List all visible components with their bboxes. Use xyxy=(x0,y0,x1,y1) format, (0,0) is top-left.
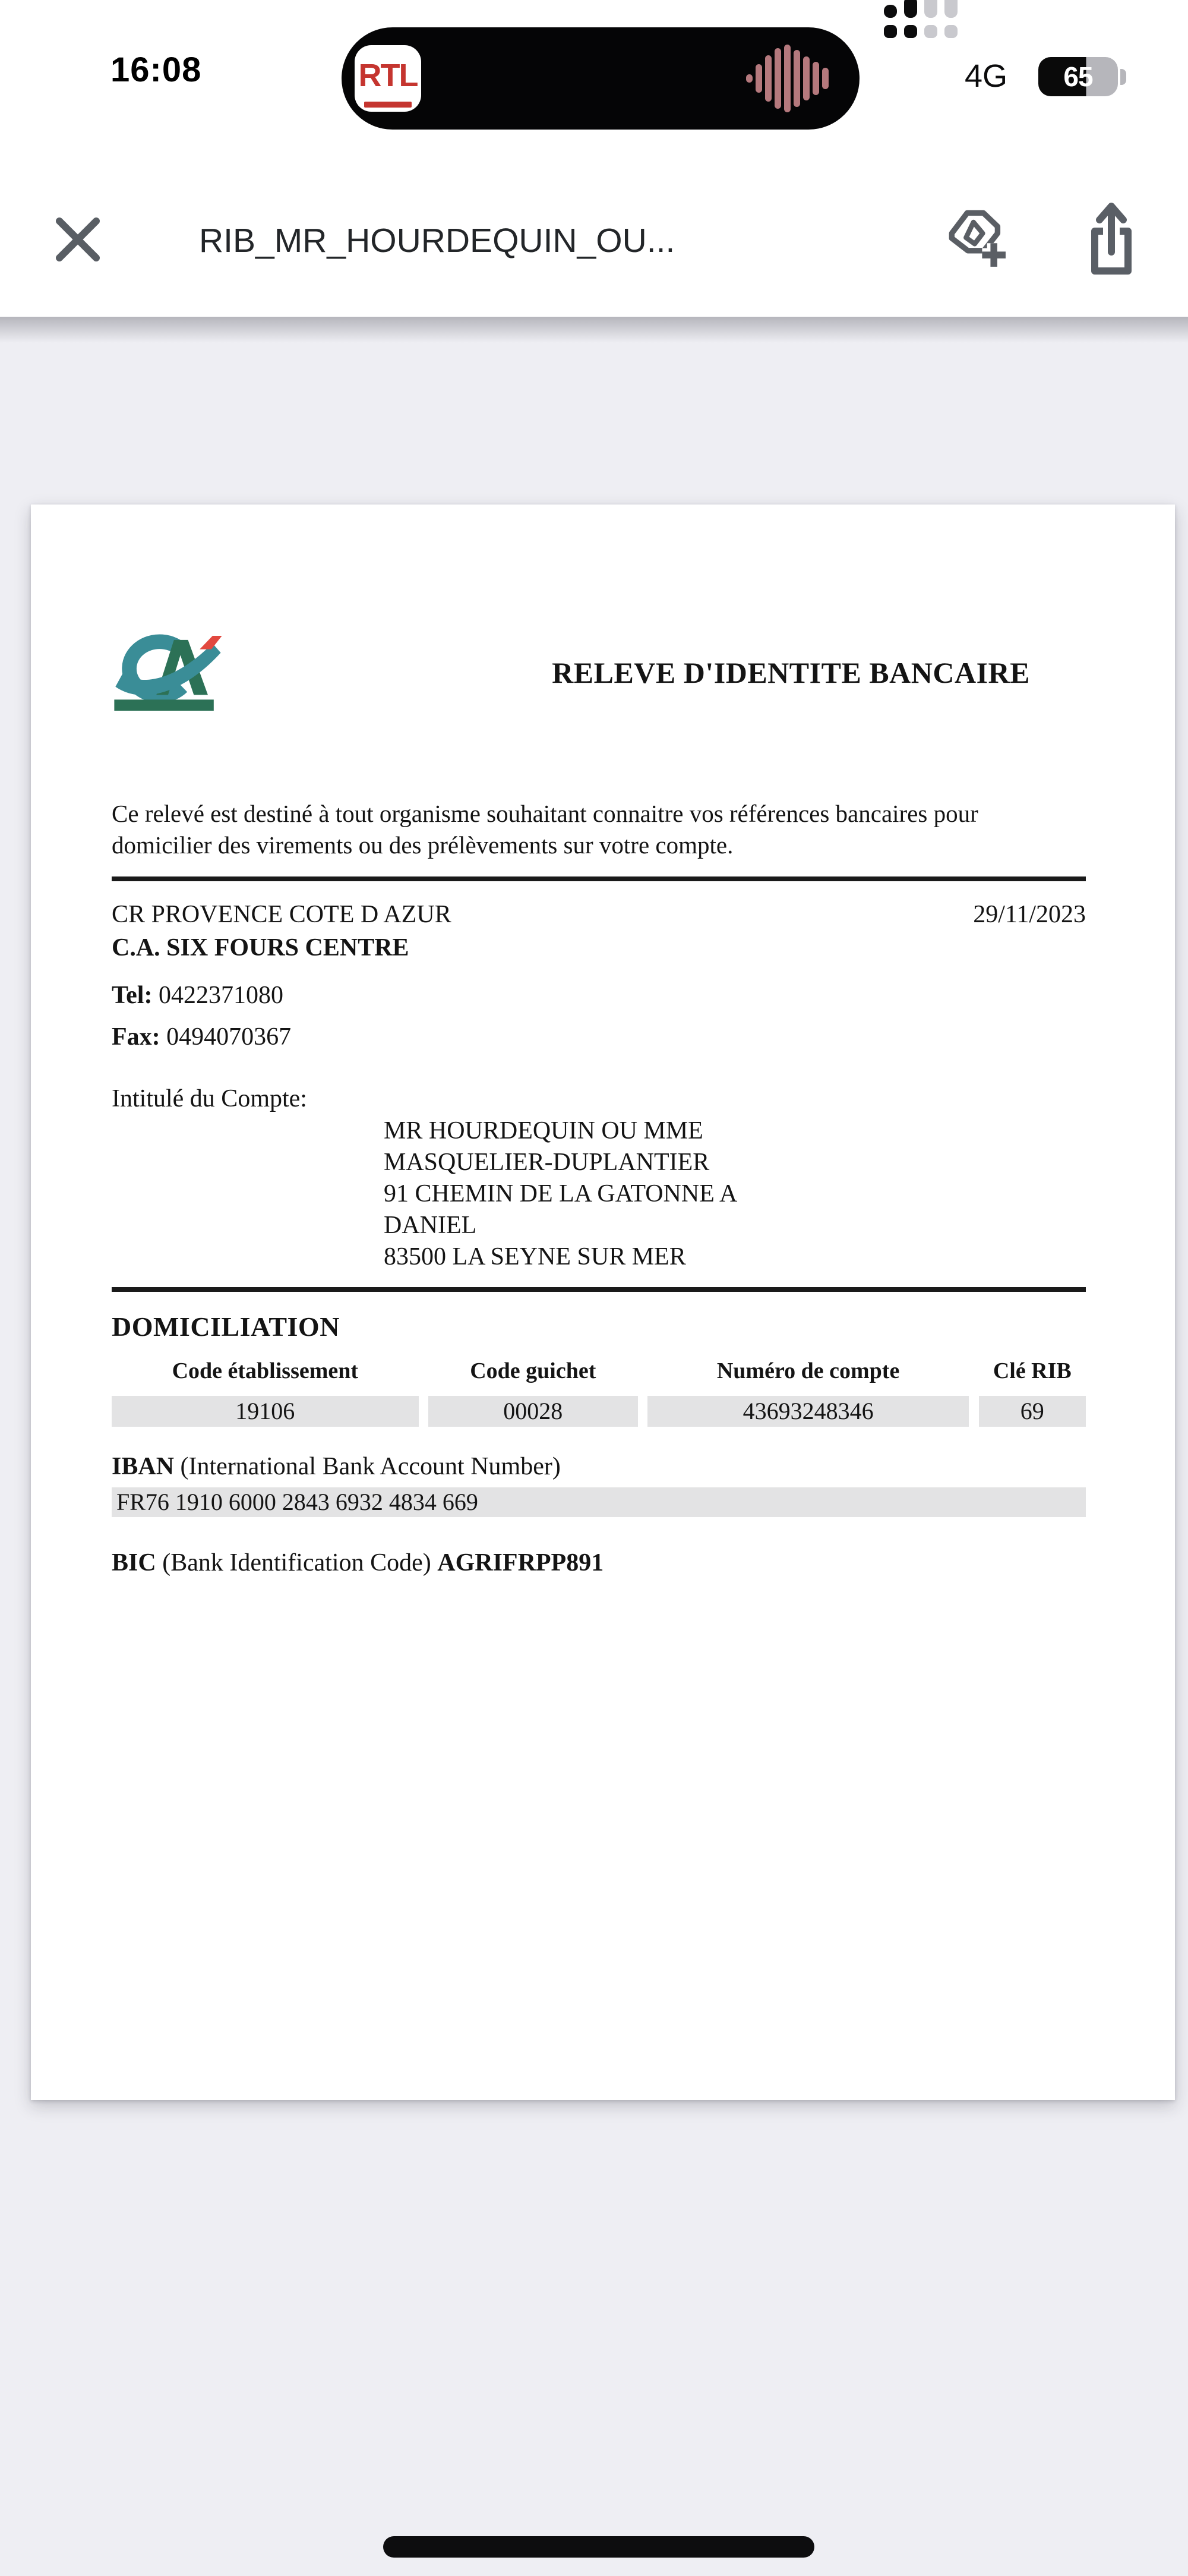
tel-value: 0422371080 xyxy=(158,982,283,1009)
battery-cap xyxy=(1120,69,1126,85)
document-heading: RELEVE D'IDENTITE BANCAIRE xyxy=(552,656,1030,689)
close-button[interactable] xyxy=(51,213,105,266)
rtl-logo-underline xyxy=(364,102,412,108)
value-numero-compte: 43693248346 xyxy=(647,1396,969,1427)
bic-label: BIC xyxy=(112,1549,156,1577)
agency-name: CR PROVENCE COTE D AZUR xyxy=(112,901,451,928)
cellular-signal-icon xyxy=(884,38,958,100)
iban-label: IBAN xyxy=(112,1453,175,1480)
value-cle-rib: 69 xyxy=(979,1396,1086,1427)
fax-line xyxy=(112,1020,1086,1054)
divider-middle xyxy=(112,1287,1086,1292)
account-title-label: Intitulé du Compte: xyxy=(112,1085,307,1112)
iban-label-line xyxy=(112,1451,1086,1483)
status-time: 16:08 xyxy=(110,51,202,89)
agency-row xyxy=(112,898,1086,931)
account-holder-line: MR HOURDEQUIN OU MME xyxy=(384,1117,703,1144)
credit-agricole-logo xyxy=(112,634,223,711)
col-header-code-guichet: Code guichet xyxy=(470,1358,596,1383)
intro-paragraph xyxy=(112,798,1086,861)
document-header-row xyxy=(112,634,1086,711)
intro-line-1: Ce relevé est destiné à tout organisme souhaitant connaitre vos références bancaires pour xyxy=(112,800,978,827)
rtl-app-badge xyxy=(355,45,421,112)
account-holder-line: MASQUELIER-DUPLANTIER xyxy=(384,1149,710,1176)
fax-label: Fax: xyxy=(112,1023,160,1051)
rib-table xyxy=(112,1353,1086,1427)
account-holder-line: 91 CHEMIN DE LA GATONNE A xyxy=(384,1180,738,1207)
header-shadow xyxy=(0,317,1188,343)
top-bar xyxy=(0,0,1188,317)
dynamic-island[interactable] xyxy=(342,27,860,130)
share-button[interactable] xyxy=(1085,198,1138,276)
account-holder-line: 83500 LA SEYNE SUR MER xyxy=(384,1243,686,1270)
document-title: RIB_MR_HOURDEQUIN_OU... xyxy=(199,222,675,260)
value-code-guichet: 00028 xyxy=(428,1396,638,1427)
pdf-scroll-area[interactable] xyxy=(0,343,1188,2576)
pdf-page xyxy=(31,505,1175,2100)
tel-label: Tel: xyxy=(112,982,153,1009)
account-holder-block xyxy=(384,1115,1086,1273)
bic-line xyxy=(112,1547,1086,1579)
divider-top xyxy=(112,876,1086,881)
tel-line xyxy=(112,979,1086,1012)
domiciliation-heading: DOMICILIATION xyxy=(112,1311,340,1342)
rib-table-header-row xyxy=(112,1353,1086,1389)
markup-button[interactable] xyxy=(943,209,1010,269)
rtl-logo-text: RTL xyxy=(358,58,418,93)
share-icon xyxy=(1085,198,1138,276)
fax-value: 0494070367 xyxy=(166,1023,292,1051)
battery-icon xyxy=(1038,57,1118,96)
intro-line-2: domicilier des virements ou des prélèvements sur votre compte. xyxy=(112,831,734,859)
audio-waveform-icon xyxy=(746,27,829,130)
markup-add-icon xyxy=(943,209,1010,269)
rib-table-value-row xyxy=(112,1396,1086,1427)
col-header-numero-compte: Numéro de compte xyxy=(716,1358,900,1383)
battery-percent: 65 xyxy=(1063,61,1093,92)
document-date: 29/11/2023 xyxy=(973,901,1086,928)
col-header-cle-rib: Clé RIB xyxy=(993,1358,1072,1383)
account-holder-line: DANIEL xyxy=(384,1212,477,1239)
value-code-etablissement: 19106 xyxy=(112,1396,419,1427)
iban-value: FR76 1910 6000 2843 6932 4834 669 xyxy=(112,1487,1086,1517)
home-indicator[interactable] xyxy=(383,2536,814,2558)
bic-value: AGRIFRPP891 xyxy=(437,1549,604,1577)
branch-name: C.A. SIX FOURS CENTRE xyxy=(112,934,409,961)
bic-label-detail: (Bank Identification Code) xyxy=(156,1549,438,1577)
network-type-label: 4G xyxy=(965,58,1008,94)
iban-label-detail: (International Bank Account Number) xyxy=(174,1453,561,1480)
col-header-code-etablissement: Code établissement xyxy=(172,1358,359,1383)
close-icon xyxy=(51,213,105,266)
